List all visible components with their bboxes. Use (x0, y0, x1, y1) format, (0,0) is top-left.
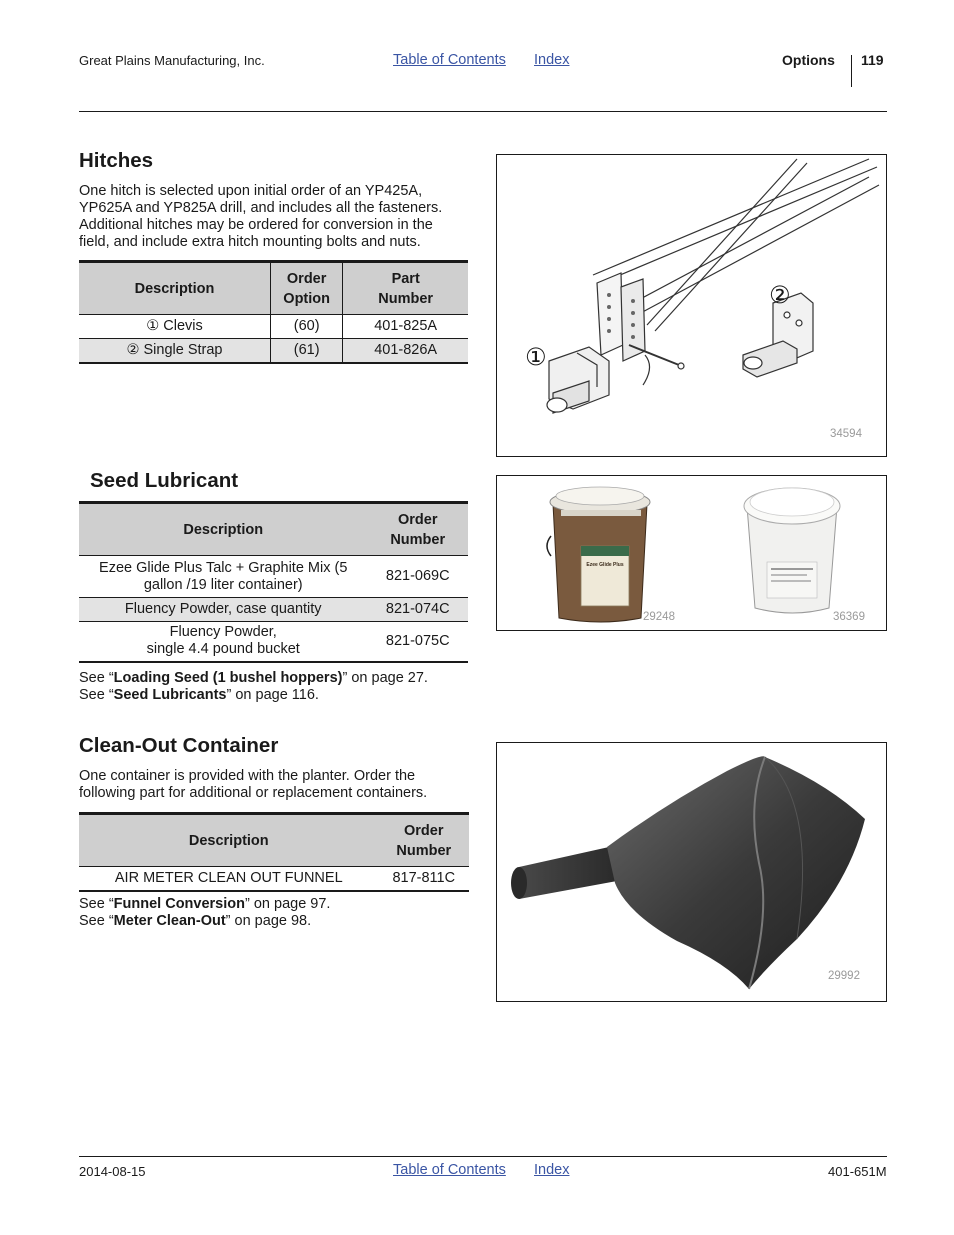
ezee-glide-bucket (547, 487, 650, 622)
reference-link[interactable]: Loading Seed (1 bushel hoppers) (113, 670, 343, 686)
footer-doc-number: 401-651M (828, 1164, 887, 1179)
footer-table-of-contents-link[interactable]: Table of Contents (393, 1162, 506, 1178)
see-reference: See “Loading Seed (1 bushel hoppers)” on page 27. (79, 670, 428, 686)
funnel-illustration (497, 743, 886, 1001)
clean-out-heading: Clean-Out Container (79, 734, 279, 757)
fluency-powder-bucket (744, 488, 840, 613)
cell-order-number: 821-074C (367, 598, 468, 622)
reference-link[interactable]: Meter Clean-Out (113, 913, 226, 929)
table-row (79, 556, 468, 598)
table-row (79, 339, 468, 363)
cell-order-number: 817-811C (379, 867, 469, 891)
seed-lubricant-figure (496, 475, 887, 631)
figure-number: 34594 (830, 428, 862, 440)
clean-out-paragraph-line: following part for additional or replacement containers. (79, 785, 428, 801)
lubricant-buckets-illustration (497, 476, 886, 630)
clean-out-paragraph-line: One container is provided with the planter. Order the (79, 768, 416, 784)
hitches-paragraph-line: One hitch is selected upon initial order of an YP425A, (79, 183, 423, 199)
clean-out-paragraph (79, 768, 427, 802)
table-row (79, 598, 468, 622)
see-reference: See “Funnel Conversion” on page 97. (79, 896, 331, 912)
column-header-order-number: Order Number (367, 503, 468, 556)
column-header-order-option: Order Option (270, 262, 342, 315)
column-header-order-number: Order Number (379, 814, 469, 867)
hitch-figure (496, 154, 887, 457)
seed-lubricant-table (79, 501, 468, 663)
seed-lubricant-see-refs (79, 670, 428, 704)
figure-number-right: 36369 (833, 611, 865, 623)
clean-out-funnel-figure (496, 742, 887, 1002)
cell-description: Fluency Powder, single 4.4 pound bucket (79, 622, 367, 662)
table-header-row (79, 503, 468, 556)
table-header-row (79, 814, 469, 867)
seed-lubricant-heading: Seed Lubricant (90, 469, 239, 492)
header-rule (79, 111, 887, 112)
callout-2: ② (769, 281, 791, 309)
clean-out-see-refs (79, 896, 330, 930)
see-reference: See “Meter Clean-Out” on page 98. (79, 913, 312, 929)
bucket-label: Ezee Glide Plus (586, 562, 624, 568)
column-header-description: Description (79, 262, 270, 315)
hitches-paragraph-line: YP625A and YP825A drill, and includes all the fasteners. (79, 200, 443, 216)
footer-rule (79, 1156, 887, 1157)
hitches-paragraph (79, 183, 442, 251)
page-number: 119 (861, 52, 884, 68)
cell-order-option: (61) (270, 339, 342, 363)
footer-index-link[interactable]: Index (534, 1162, 570, 1178)
hitches-heading: Hitches (79, 149, 154, 172)
header-index-link[interactable]: Index (534, 52, 570, 68)
column-header-description: Description (79, 814, 379, 867)
cell-order-number: 821-069C (367, 556, 468, 598)
figure-number-left: 29248 (643, 611, 675, 623)
reference-link[interactable]: Seed Lubricants (113, 687, 227, 703)
column-header-description: Description (79, 503, 367, 556)
cell-order-option: (60) (270, 315, 342, 339)
cell-description: ① Clevis (79, 315, 270, 339)
cell-description: Ezee Glide Plus Talc + Graphite Mix (5 gallon /19 liter container) (79, 556, 367, 598)
section-name: Options (782, 52, 835, 68)
table-row (79, 622, 468, 662)
callout-1: ① (525, 343, 547, 371)
reference-link[interactable]: Funnel Conversion (113, 896, 245, 912)
table-row (79, 867, 469, 891)
header-divider (851, 55, 852, 87)
cell-part-number: 401-825A (343, 315, 468, 339)
table-row (79, 315, 468, 339)
cell-description: ② Single Strap (79, 339, 270, 363)
company-name: Great Plains Manufacturing, Inc. (79, 53, 265, 68)
cell-description: Fluency Powder, case quantity (79, 598, 367, 622)
cell-description: AIR METER CLEAN OUT FUNNEL (79, 867, 379, 891)
clean-out-table (79, 812, 469, 892)
hitch-illustration (497, 155, 886, 456)
table-header-row (79, 262, 468, 315)
hitches-table (79, 260, 468, 364)
hitches-paragraph-line: Additional hitches may be ordered for conversion in the (79, 217, 433, 233)
column-header-part-number: Part Number (343, 262, 468, 315)
figure-number: 29992 (828, 970, 860, 982)
cell-order-number: 821-075C (367, 622, 468, 662)
header-table-of-contents-link[interactable]: Table of Contents (393, 52, 506, 68)
cell-part-number: 401-826A (343, 339, 468, 363)
footer-date: 2014-08-15 (79, 1164, 146, 1179)
hitches-paragraph-line: field, and include extra hitch mounting bolts and nuts. (79, 234, 421, 250)
see-reference: See “Seed Lubricants” on page 116. (79, 687, 319, 703)
